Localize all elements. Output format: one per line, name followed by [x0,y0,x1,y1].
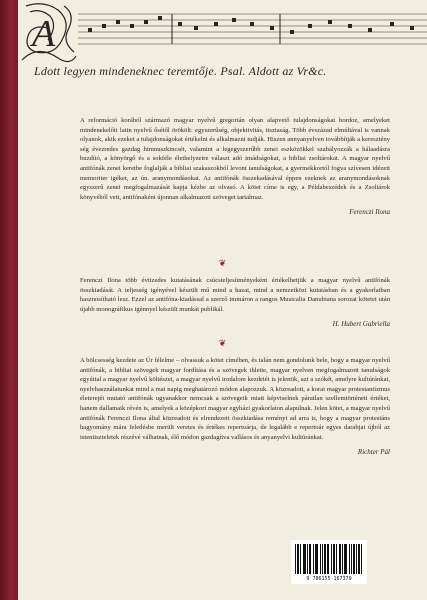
section-2-text: Ferenczi Ilona több évtizedes kutatásának csúcsteljesítményeként értékelhetjük a magyar nyelvű antifónák összkiadását. A teljesség igényével készült mű mind a hazai, mind a nemzetközi kutatásban és a gyakorlatban hasznosítható lesz. Ezzel az antifóna-kiadással a szerző immáron a rangos Musicalia Danubiana sorozat kötetei után újabb monográfikus igénnyel készült munkát publikál. [80,277,390,313]
music-notation-banner [18,0,427,82]
section-1-signature: Ferenczi Ilona [349,208,390,217]
back-cover-page [18,0,427,600]
section-1-text: A reformáció korából származó magyar nyelvű gregorián olyan alapvető tulajdonságokat hordoz, amelyeket mindenekelőtt latin nyelvű ősétől örökölt: egyszerűség, objektivitás, tisztaság. Több évszázad elmúltával is vannak olyanok, akik ezeket a tulajdonságokat értékelni és alkalmazni tudják. Hiszen annyanyelven továbbítják a keresztény ség évezredes gazdag himnuszkincsét, valamint a legegyszerűbb zenei eszközökkel szabályozzák a hálaadásra buzdító, a könyörgő és a sokféle élethelyzetre választ adó imádságokat, a bibliai zsoltárokat. A magyar nyelvű antifónák zenei keretbe foglalják a bibliai szakaszokból levont tanulságokat, a gyermekkortól fogva szívesen idézett memoriter igéket, az ún. aranymondásokat. Az antifónák összekadásával éppen ezeknek az aranymondásoknak egyszerű zenei megfogalmazását kapja kézbe az olvasó. A kötet címe is egy, a Példabeszédek és a Zsoltárok könyvéből vett, antifónaként újonnan alkalmazott szöveget tartalmaz. [80,117,390,201]
ornament-separator-2: ❦ [218,338,227,348]
text-section-1 [80,116,390,218]
cover-spine-edge [0,0,18,600]
section-3-signature: Richter Pál [357,448,390,457]
text-section-3 [80,356,390,458]
decorated-initial: A [32,13,56,55]
banner-caption: Ldott legyen mindeneknec teremtője. Psal. Aldott az Vr&c. [34,64,327,78]
section-2-signature: H. Hubert Gabriella [332,320,390,329]
isbn-barcode [291,540,367,584]
section-3-text: A bölcsesség kezdete az Úr félelme – olvassuk a kötet címében, és talán nem gondolunk bele, hogy a magyar nyelvű antifónák, a bibliai szövegek magyar fordítása és a szövegek ihlette, magyar nyelven megfogalmazott tanulságok egyúttal a magyar nyelvű költészet, a magyar nyelvű irodalom kezdetét is jelentik, azt a szókét, amelyre kultúránkat, nyelvhasználatunkat mind a mai napig meghatározó módon alapozzuk. A közreadott, a korai magyar protestantizmus életerejét mutató antifónák ugyanakkor nemcsak a szövegeik miatt képviselnek páratlan szellemtörténeti értéket, hanem dallamaik révén is, amelyek a középkori magyar egyházi gyakorlaton alapulnak. Jelen kötet, a magyar nyelvű antifónák Ferenczi Ilona által közreadott és elrendezett összkiadása reményt ad arra is, hogy a magyar protestáns hagyomány mára feledésbe merült veretes és értékes repertoárja, de legalább e repertoár egyes darabjai újból az istentiszteletek részévé válhatnak, élő módon gazdagítva vallásos és anyanyelvi kultúránkat. [80,357,390,441]
text-section-2 [80,276,390,330]
barcode-bars [295,544,363,574]
barcode-number: 9 786155 167379 [306,576,352,582]
ornament-separator-1: ❦ [218,258,227,268]
